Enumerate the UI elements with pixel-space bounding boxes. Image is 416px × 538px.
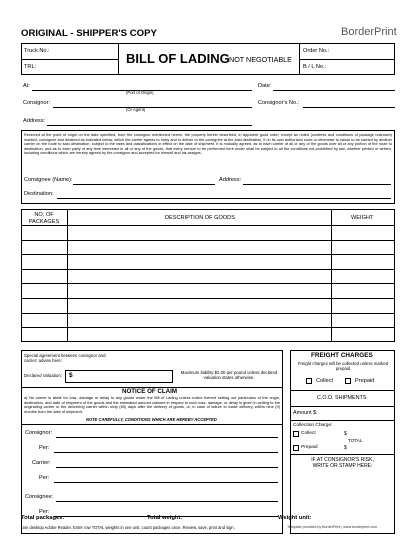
collection-dollar-2: $ (344, 445, 347, 451)
notice-note: NOTE CAREFULLY, CONDITIONS WHICH ARE HEREBY ACCEPTED (86, 417, 217, 422)
consignors-no-field[interactable] (303, 107, 395, 108)
goods-table-row[interactable] (21, 327, 395, 328)
declared-valuation-field[interactable] (65, 370, 173, 383)
sign-carrier-label: Carrier: (32, 460, 51, 466)
consignor-field[interactable] (53, 107, 252, 108)
goods-table-row[interactable] (21, 225, 395, 226)
freight-prepaid-label: Prepaid (355, 378, 375, 384)
notice-of-claim-title: NOTICE OF CLAIM (122, 388, 177, 395)
sign-consignee-label: Consignee: (25, 494, 54, 500)
col-header-description: DESCRIPTION OF GOODS (165, 215, 235, 221)
footer-credit: Template provided by BorderPrint | www.borderprint.com (287, 525, 378, 529)
destination-field[interactable] (57, 198, 391, 199)
collection-collect-checkbox[interactable] (293, 431, 299, 437)
sign-per-2-field[interactable] (54, 482, 278, 483)
freight-collect-checkbox[interactable] (306, 378, 312, 384)
collection-dollar-1: $ (344, 431, 347, 437)
collection-prepaid-checkbox[interactable] (293, 445, 299, 451)
date-label: Date: (258, 83, 272, 89)
cod-amount-label: Amount $: (293, 410, 318, 416)
collection-collect-label: Collect (301, 431, 316, 436)
weight-unit-label: Weight unit: (278, 515, 312, 521)
col-header-packages: NO. OF PACKAGES (28, 212, 60, 225)
consignee-address-label: Address: (219, 177, 242, 183)
sign-consignor-field[interactable] (56, 437, 278, 438)
sign-consignor-label: Consignor: (25, 430, 53, 436)
sign-carrier-field[interactable] (56, 467, 278, 468)
goods-table-row[interactable] (21, 313, 395, 314)
collection-prepaid-label: Prepaid (301, 445, 318, 450)
notice-of-claim-text: a) No carrier is liable for loss, damage or delay to any goods under the Bill of Lading unless notice thereof setting out particulars of the origin, destination, and date of shipment of the goods and the estimated amount claimed in respect to such loss, damage, or delay is given in writing to the originating carrier or the delivering carrier within sixty (60) days after the delivery of goods, or, in case of failure to make delivery, within nine (9) months from the date of shipment. (24, 395, 280, 414)
goods-table-row[interactable] (21, 254, 395, 255)
goods-table-row[interactable] (21, 269, 395, 270)
cod-shipments-label: C.O.D. SHIPMENTS (317, 395, 367, 401)
truck-no-label: Truck No.: (24, 48, 50, 54)
bl-no-label: B / L No.: (303, 64, 327, 70)
collection-charge-label: Collection Charge: (293, 423, 333, 428)
declared-valuation-label: Declared Valuation: (24, 373, 62, 378)
special-agreement-label: Special agreement between consignor and carrier; advise here: (24, 353, 106, 363)
date-field[interactable] (273, 90, 395, 91)
freight-collect-label: Collect (316, 378, 334, 384)
goods-table-row[interactable] (21, 298, 395, 299)
goods-table-row[interactable] (21, 240, 395, 241)
footer-instructions: Use desktop Adobe Reader. Enter row TOTAL weights in one unit, count packages once. Review, save, print and sign. (21, 525, 235, 530)
collection-total-label: TOTAL (348, 438, 363, 443)
document-title: BILL OF LADING (126, 51, 230, 66)
sign-per-3-label: Per: (39, 509, 50, 515)
consignee-name-field[interactable] (73, 184, 215, 185)
copy-title: ORIGINAL - SHIPPER'S COPY (21, 28, 157, 39)
at-label: At: (23, 83, 30, 89)
origin-address-field[interactable] (47, 125, 252, 126)
sign-consignee-field[interactable] (56, 501, 278, 502)
valuation-currency: $ (69, 372, 73, 379)
sign-per-1-field[interactable] (54, 452, 278, 453)
address-label: Address: (23, 118, 46, 124)
freight-charges-subtitle: Freight charges will be collected unless marked prepaid (297, 361, 389, 371)
goods-table (21, 209, 395, 342)
sign-per-2-label: Per: (39, 475, 50, 481)
freight-charges-title: FREIGHT CHARGES (311, 352, 373, 359)
order-no-label: Order No.: (303, 48, 330, 54)
col-header-weight: WEIGHT (351, 215, 374, 221)
consignee-address-field[interactable] (243, 184, 391, 185)
terms-text: Received at the point of origin on the date specified, from the consignor mentioned herein, the property herein described, in apparent good order, except as noted (contents and conditions of package unknown) marked, consignee and destined as indicated below, which the carrier agrees to carry and to deliver to the consignee at the said destination, if on its own authorized route or otherwise to cause to be carried by another carrier on the route to said destination, subject to the rates and classifications in effect on the date of shipment. It is mutually agreed, as to each carrier of all or any of the goods over all or any portion of the route to destination, and as to each party of any time interested in all or any of the goods, that every service to be performed here under shall be subject to all the conditions not prohibited by law, whether printed or written, including conditions which are hereby agreed by the consignor and accepted for himself and his assigns. (24, 133, 392, 156)
goods-table-row[interactable] (21, 283, 395, 284)
consignors-no-label: Consignor's No.: (258, 100, 300, 106)
freight-prepaid-checkbox[interactable] (345, 378, 351, 384)
total-packages-label: Total packages: (21, 515, 65, 521)
liability-note: Maximum liability $2.00 per pound unless declared valuation states otherwise. (180, 370, 278, 380)
trl-label: TRL: (24, 64, 37, 70)
destination-label: Destination: (24, 191, 54, 197)
brand-logo: BorderPrint (341, 26, 397, 38)
or-agent-hint: (Or Agent) (126, 107, 146, 112)
not-negotiable-label: NOT NEGOTIABLE (229, 55, 292, 64)
port-of-origin-hint: (Port of Origin) (126, 90, 154, 95)
total-weight-label: Total weight: (147, 515, 183, 521)
consignor-risk-label: IF AT CONSIGNOR'S RISK, WRITE OR STAMP HERE: (311, 457, 374, 470)
sign-per-1-label: Per: (39, 445, 50, 451)
consignor-label: Consignor: (23, 100, 51, 106)
consignee-name-label: Consignee (Name): (24, 177, 73, 183)
